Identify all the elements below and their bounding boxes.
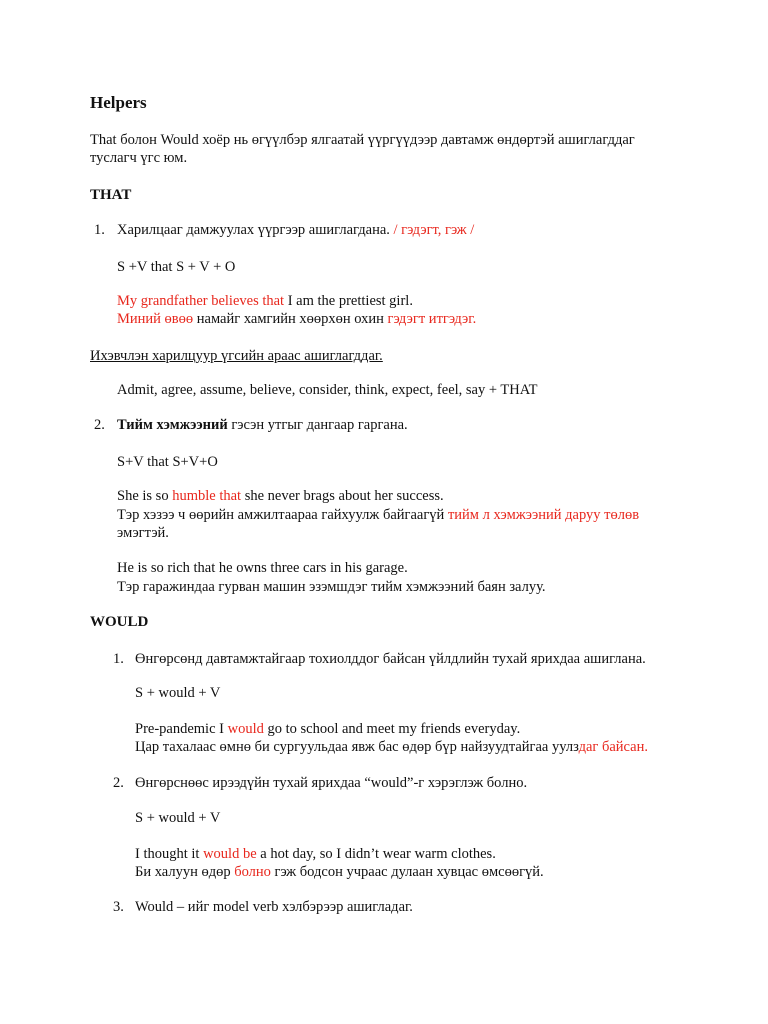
highlighted-text: даг байсан.: [578, 739, 648, 755]
list-number: 3.: [113, 899, 124, 915]
intro-line-2: туслагч үгс юм.: [90, 150, 188, 166]
highlighted-text: / гэдэгт, гэж /: [393, 222, 475, 238]
formula: S +V that S + V + O: [117, 259, 236, 275]
text-span: go to school and meet my friends everyday.: [263, 721, 521, 737]
highlighted-text: гэдэгт итгэдэг.: [387, 311, 477, 327]
example-line: [135, 720, 520, 738]
list-number: 1.: [113, 651, 124, 667]
text-span: Тэр хэзээ ч өөрийн амжилтаараа гайхуулж байгаагүй: [117, 507, 448, 523]
text-span: I am the prettiest girl.: [284, 293, 413, 309]
text-span: намайг хамгийн хөөрхөн охин: [193, 311, 388, 327]
text-span: Цар тахалаас өмнө би сургуульдаа явж бас өдөр бүр найзуудтайгаа уулз: [135, 739, 579, 755]
text-span: гэж бодсон учраас дулаан хувцас өмсөөгүй.: [270, 864, 544, 880]
formula: S + would + V: [135, 810, 221, 826]
page-title: Helpers: [90, 93, 147, 112]
formula: S+V that S+V+O: [117, 454, 218, 470]
example-line: [117, 487, 444, 505]
text-span: I thought it: [135, 846, 204, 862]
example-translation: [135, 738, 648, 756]
formula: S + would + V: [135, 685, 221, 701]
text-span: a hot day, so I didn’t wear warm clothes.: [256, 846, 496, 862]
text-span: Pre-pandemic I: [135, 721, 228, 737]
text-span: гэсэн утгыг дангаар гаргана.: [227, 417, 408, 433]
intro-line-1: That болон Would хоёр нь өгүүлбэр ялгаатай үүргүүдээр давтамж өндөртэй ашиглагддаг: [90, 132, 635, 148]
highlighted-text: would: [227, 721, 264, 737]
example-line: He is so rich that he owns three cars in his garage.: [117, 560, 408, 576]
highlighted-text: humble that: [172, 488, 242, 504]
list-number: 1.: [94, 222, 105, 238]
list-item-text: Өнгөрсөнд давтамжтайгаар тохиолддог байсан үйлдлийн тухай ярихдаа ашиглана.: [135, 651, 646, 667]
verb-list: Admit, agree, assume, believe, consider, think, expect, feel, say + THAT: [117, 382, 538, 398]
bold-text: Тийм хэмжээний: [117, 417, 228, 433]
list-number: 2.: [113, 775, 124, 791]
text-span: Би халуун өдөр: [135, 864, 235, 880]
list-item-text: Өнгөрснөөс ирээдүйн тухай ярихдаа “would”-г хэрэглэж болно.: [135, 775, 528, 791]
example-translation: Тэр гаражиндаа гурван машин эзэмшдэг тийм хэмжээний баян залуу.: [117, 579, 546, 595]
text-span: she never brags about her success.: [241, 488, 444, 504]
section-heading-that: THAT: [90, 187, 132, 203]
example-line: [117, 292, 413, 310]
highlighted-text: Миний өвөө: [117, 311, 194, 327]
highlighted-text: would be: [203, 846, 257, 862]
list-number: 2.: [94, 417, 105, 433]
example-translation: [135, 863, 544, 881]
highlighted-text: тийм л хэмжээний даруу төлөв: [447, 507, 640, 523]
list-item-text: [117, 416, 408, 434]
section-heading-would: WOULD: [90, 614, 149, 630]
list-item-text: [117, 221, 474, 239]
underlined-note: Ихэвчлэн харилцуур үгсийн араас ашиглагддаг.: [90, 348, 383, 364]
text-span: Харилцааг дамжуулах үүргээр ашиглагдана.: [117, 222, 394, 238]
highlighted-text: My grandfather believes that: [117, 293, 285, 309]
list-item-text: Would – ийг model verb хэлбэрээр ашигладаг.: [135, 899, 413, 915]
example-translation-cont: эмэгтэй.: [117, 525, 169, 541]
example-translation: [117, 506, 639, 524]
highlighted-text: болно: [234, 864, 271, 880]
text-span: She is so: [117, 488, 173, 504]
example-line: [135, 845, 496, 863]
example-translation: [117, 310, 476, 328]
